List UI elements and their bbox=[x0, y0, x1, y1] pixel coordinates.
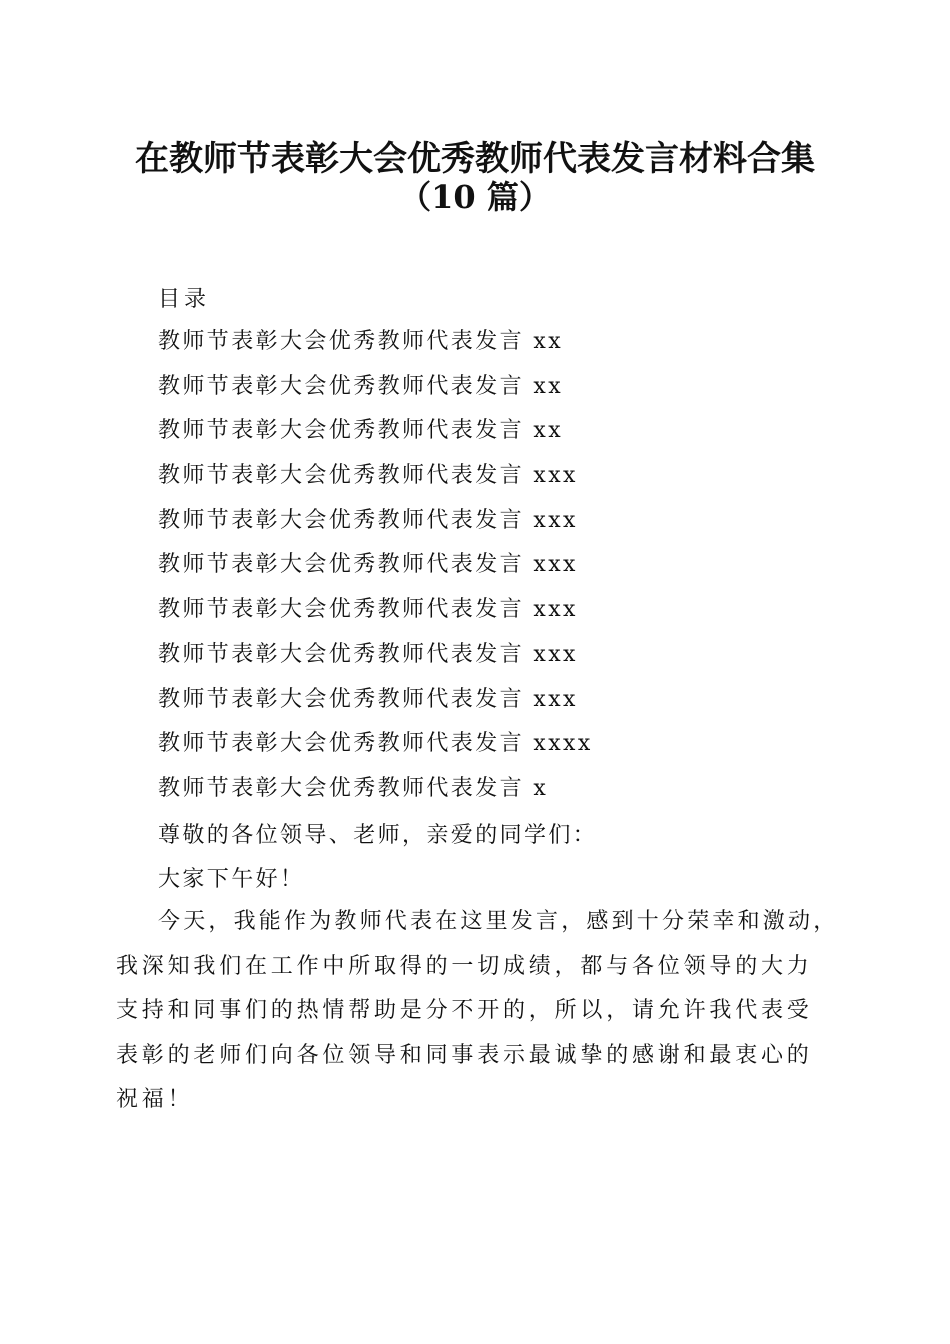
greeting: 大家下午好！ bbox=[158, 867, 305, 892]
paragraph-line: 表彰的老师们向各位领导和同事表示最诚挚的感谢和最衷心的 bbox=[116, 1042, 813, 1068]
salutation: 尊敬的各位领导、老师，亲爱的同学们： bbox=[158, 823, 598, 848]
paragraph-line: 祝福！ bbox=[116, 1087, 194, 1112]
document-title: 在教师节表彰大会优秀教师代表发言材料合集 bbox=[135, 139, 815, 179]
toc-item: 教师节表彰大会优秀教师代表发言 xxxx bbox=[158, 731, 593, 757]
toc-item: 教师节表彰大会优秀教师代表发言 xxx bbox=[158, 463, 578, 489]
toc-item: 教师节表彰大会优秀教师代表发言 xxx bbox=[158, 552, 578, 578]
document-title-count: （10 篇） bbox=[399, 178, 551, 216]
paragraph-line: 支持和同事们的热情帮助是分不开的，所以，请允许我代表受 bbox=[116, 998, 813, 1023]
toc-item: 教师节表彰大会优秀教师代表发言 x bbox=[158, 775, 549, 801]
toc-label: 目录 bbox=[158, 287, 211, 312]
toc-list bbox=[158, 326, 593, 818]
body-paragraph bbox=[116, 906, 839, 1129]
toc-item: 教师节表彰大会优秀教师代表发言 xxx bbox=[158, 686, 578, 712]
toc-item: 教师节表彰大会优秀教师代表发言 xx bbox=[158, 418, 564, 444]
toc-item: 教师节表彰大会优秀教师代表发言 xx bbox=[158, 329, 564, 354]
toc-item: 教师节表彰大会优秀教师代表发言 xx bbox=[158, 373, 564, 399]
paragraph-line: 今天，我能作为教师代表在这里发言，感到十分荣幸和激动， bbox=[158, 909, 839, 934]
toc-item: 教师节表彰大会优秀教师代表发言 xxx bbox=[158, 507, 578, 533]
toc-item: 教师节表彰大会优秀教师代表发言 xxx bbox=[158, 597, 578, 623]
toc-item: 教师节表彰大会优秀教师代表发言 xxx bbox=[158, 641, 578, 667]
paragraph-line: 我深知我们在工作中所取得的一切成绩，都与各位领导的大力 bbox=[116, 953, 813, 979]
